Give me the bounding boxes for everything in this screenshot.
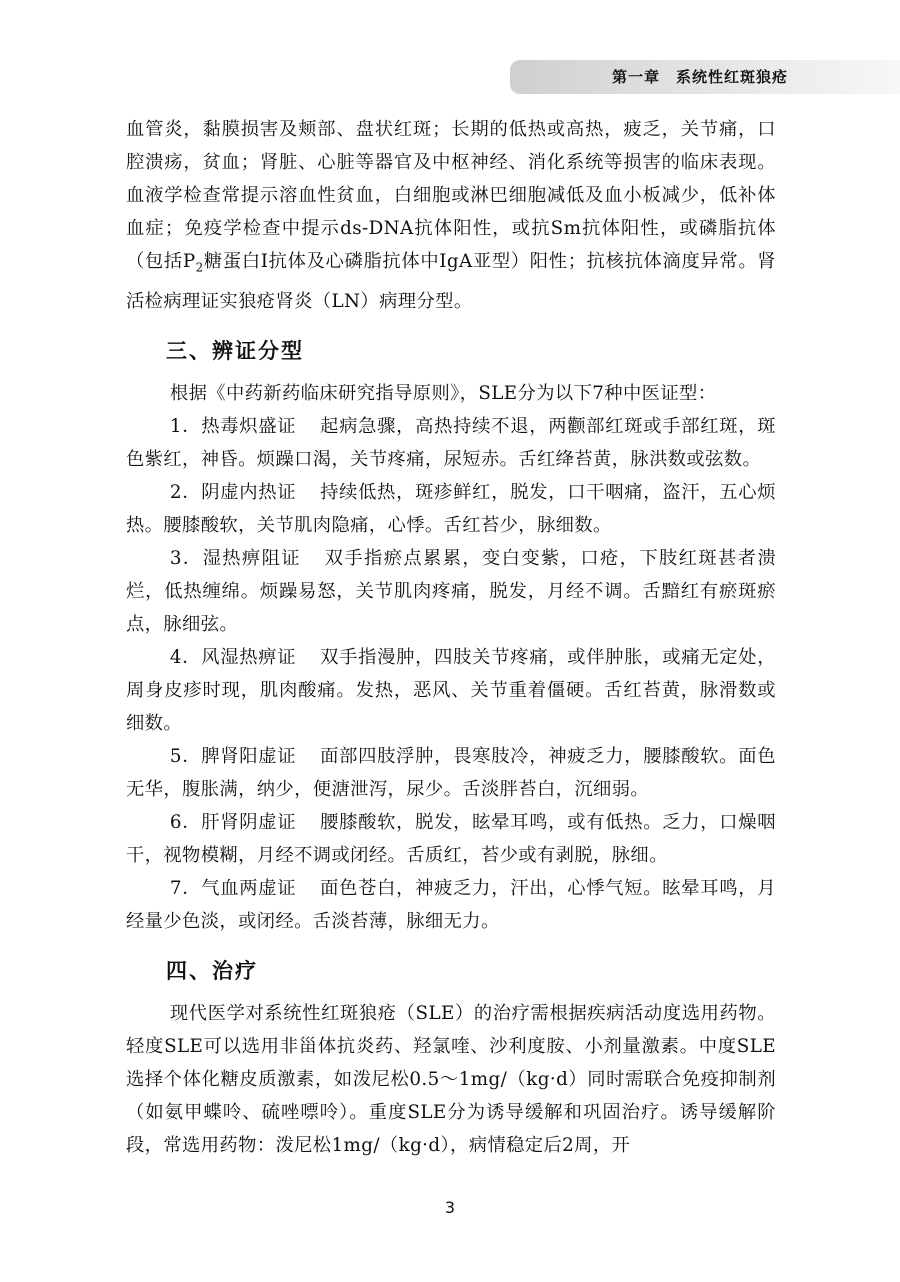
syndrome-name: 3．湿热痹阻证 — [169, 547, 301, 569]
syndrome-desc: 双手指瘀点累累，变白变紫，口疮，下肢红斑甚者溃烂，低热缠绵。烦躁易怒，关节肌肉疼痛，脱发，月经不调。舌黯红有瘀斑瘀点，脉细弦。 — [126, 547, 777, 635]
syndrome-name: 6．肝肾阴虚证 — [169, 811, 297, 833]
intro-paragraph: 血管炎，黏膜损害及颊部、盘状红斑；长期的低热或高热，疲乏，关节痛，口腔溃疡，贫血；肾脏、心脏等器官及中枢神经、消化系统等损害的临床表现。血液学检查常提示溶血性贫血，白细胞或淋巴细胞减低及血小板减少，低补体血症；免疫学检查中提示ds-DNA抗体阳性，或抗Sm抗体阳性，或磷脂抗体（包括$P_2$糖蛋白Ⅰ抗体及心磷脂抗体中IgA亚型）阳性；抗核抗体滴度异常。肾活检病理证实狼疮肾炎（LN）病理分型。 — [126, 119, 776, 312]
syndrome-item — [126, 410, 776, 476]
section-heading-4: 四、治疗 — [166, 957, 258, 983]
chapter-header — [612, 64, 788, 90]
syndrome-desc: 面色苍白，神疲乏力，汗出，心悸气短。眩晕耳鸣，月经量少色淡，或闭经。舌淡苔薄，脉细无力。 — [126, 877, 776, 932]
subscript: 2 — [195, 260, 204, 275]
syndrome-name: 7．气血两虚证 — [169, 877, 297, 899]
syndrome-item — [126, 872, 776, 938]
section-heading-3: 三、辨证分型 — [166, 337, 304, 363]
syndrome-name: 2．阴虚内热证 — [169, 481, 297, 503]
syndrome-name: 4．风湿热痹证 — [169, 646, 297, 668]
page-number: 3 — [444, 1198, 456, 1217]
syndrome-item — [126, 740, 776, 806]
syndrome-desc: 双手指漫肿，四肢关节疼痛，或伴肿胀，或痛无定处，周身皮疹时现，肌肉酸痛。发热，恶风、关节重着僵硬。舌红苔黄，脉滑数或细数。 — [126, 646, 776, 734]
syndrome-item — [126, 542, 776, 641]
syndrome-desc: 起病急骤，高热持续不退，两颧部红斑或手部红斑，斑色紫红，神昏。烦躁口渴，关节疼痛，尿短赤。舌红绛苔黄，脉洪数或弦数。 — [126, 415, 776, 470]
section3-lead: 根据《中药新药临床研究指导原则》，SLE分为以下7种中医证型： — [169, 382, 717, 404]
treatment-paragraph: 现代医学对系统性红斑狼疮（SLE）的治疗需根据疾病活动度选用药物。轻度SLE可以选用非甾体抗炎药、羟氯喹、沙利度胺、小剂量激素。中度SLE选择个体化糖皮质激素，如泼尼松0.5～1mg/（kg·d）同时需联合免疫抑制剂（如氨甲蝶呤、硫唑嘌呤）。重度SLE分为诱导缓解和巩固治疗。诱导缓解阶段，常选用药物：泼尼松1mg/（kg·d），病情稳定后2周，开 — [126, 1002, 776, 1156]
syndrome-item — [126, 641, 776, 740]
syndrome-name: 5．脾肾阳虚证 — [169, 745, 297, 767]
syndrome-item — [126, 476, 776, 542]
syndrome-name: 1．热毒炽盛证 — [169, 415, 297, 437]
syndrome-item — [126, 806, 776, 872]
page-body — [126, 113, 776, 1162]
chapter-title: 系统性红斑狼疮 — [676, 68, 789, 86]
chapter-number: 第一章 — [612, 68, 661, 86]
syndrome-desc: 腰膝酸软，脱发，眩晕耳鸣，或有低热。乏力，口燥咽干，视物模糊，月经不调或闭经。舌质红，苔少或有剥脱，脉细。 — [126, 811, 776, 866]
syndrome-desc: 持续低热，斑疹鲜红，脱发，口干咽痛，盗汗，五心烦热。腰膝酸软，关节肌肉隐痛，心悸。舌红苔少，脉细数。 — [126, 481, 776, 536]
syndrome-desc: 面部四肢浮肿，畏寒肢冷，神疲乏力，腰膝酸软。面色无华，腹胀满，纳少，便溏泄泻，尿少。舌淡胖苔白，沉细弱。 — [126, 745, 776, 800]
